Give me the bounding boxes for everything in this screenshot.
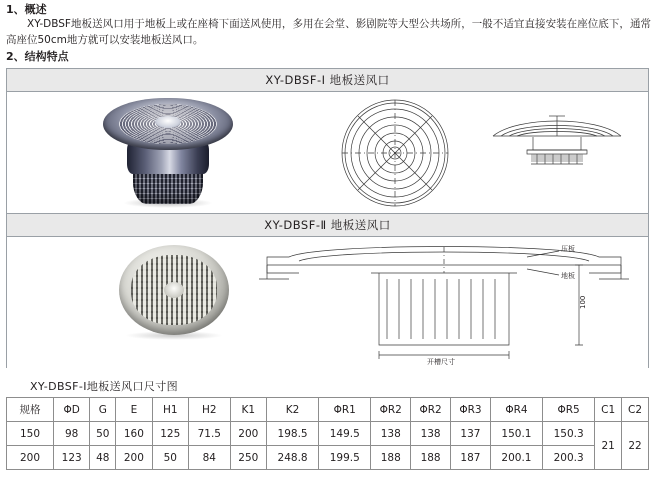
col-header-r4: ΦR4 <box>490 398 542 422</box>
cell-r1: 149.5 <box>319 422 371 446</box>
photo-center-cap <box>155 116 181 128</box>
figure-box-type-2 <box>6 213 649 368</box>
cell-phid: 98 <box>54 422 90 446</box>
overview-paragraph: XY-DBSF地板送风口用于地板上或在座椅下面送风使用，多用在会堂、影剧院等大型公共场所，一般不适宜直接安装在座位底下，通常高座位50cm地方就可以安装地板送风口。 <box>6 18 651 46</box>
col-header-r3: ΦR3 <box>451 398 491 422</box>
cell-r1: 199.5 <box>319 446 371 470</box>
product-photo-type-2 <box>119 245 229 341</box>
col-header-h1: H1 <box>152 398 188 422</box>
figure-caption: XY-DBSF-Ⅰ地板送风口尺寸图 <box>30 380 179 393</box>
cell-spec: 200 <box>7 446 54 470</box>
table-row <box>7 446 649 470</box>
dim-label-slot-size: 开槽尺寸 <box>427 358 455 365</box>
col-header-e: E <box>116 398 152 422</box>
product-photo-type-1 <box>103 98 233 206</box>
cell-c2-merged: 22 <box>622 422 649 470</box>
cell-r5: 150.3 <box>543 422 595 446</box>
col-header-c1: C1 <box>595 398 622 422</box>
cell-r4: 200.1 <box>490 446 542 470</box>
section-heading-structure: 2、结构特点 <box>6 50 69 63</box>
cell-r5: 200.3 <box>543 446 595 470</box>
cell-k2: 198.5 <box>266 422 318 446</box>
figure-box-1-body <box>7 92 648 213</box>
cell-c1-merged: 21 <box>595 422 622 470</box>
cell-k1: 200 <box>230 422 266 446</box>
figure-box-2-body <box>7 237 648 368</box>
figure-box-type-1 <box>6 68 649 213</box>
dim-label-height: 100 <box>579 295 587 309</box>
col-header-r5: ΦR5 <box>543 398 595 422</box>
cell-h2: 71.5 <box>188 422 230 446</box>
dimension-table <box>6 397 649 470</box>
photo-center-cap-2 <box>164 282 184 298</box>
figure-box-2-title: XY-DBSF-Ⅱ 地板送风口 <box>7 214 648 237</box>
col-header-spec: 规格 <box>7 398 54 422</box>
col-header-k1: K1 <box>230 398 266 422</box>
table-header-row <box>7 398 649 422</box>
cell-r4: 150.1 <box>490 422 542 446</box>
section-view-drawing-type-2 <box>259 239 629 365</box>
col-header-r1: ΦR1 <box>319 398 371 422</box>
photo-body-2 <box>119 245 229 335</box>
section-heading-overview: 1、概述 <box>6 3 47 16</box>
cell-e: 160 <box>116 422 152 446</box>
col-header-r2a: ΦR2 <box>371 398 411 422</box>
cell-g: 50 <box>90 422 116 446</box>
section-view-drawing-type-1 <box>487 106 627 211</box>
col-header-c2: C2 <box>622 398 649 422</box>
cell-phid: 123 <box>54 446 90 470</box>
cell-spec: 150 <box>7 422 54 446</box>
cell-k2: 248.8 <box>266 446 318 470</box>
col-header-k2: K2 <box>266 398 318 422</box>
col-header-g: G <box>90 398 116 422</box>
col-header-h2: H2 <box>188 398 230 422</box>
figure-box-1-title: XY-DBSF-Ⅰ 地板送风口 <box>7 69 648 92</box>
dim-label-floor: 地板 <box>561 272 575 280</box>
cell-r3: 137 <box>451 422 491 446</box>
col-header-r2b: ΦR2 <box>411 398 451 422</box>
cell-r2a: 188 <box>371 446 411 470</box>
cell-k1: 250 <box>230 446 266 470</box>
cell-h1: 125 <box>152 422 188 446</box>
table-row <box>7 422 649 446</box>
plan-view-drawing-type-1 <box>307 94 487 214</box>
col-header-phid: ΦD <box>54 398 90 422</box>
cell-h1: 50 <box>152 446 188 470</box>
cell-r3: 187 <box>451 446 491 470</box>
cell-r2b: 188 <box>411 446 451 470</box>
cell-e: 200 <box>116 446 152 470</box>
cell-r2a: 138 <box>371 422 411 446</box>
cell-g: 48 <box>90 446 116 470</box>
cell-h2: 84 <box>188 446 230 470</box>
dim-label-plate: 压板 <box>561 245 575 253</box>
cell-r2b: 138 <box>411 422 451 446</box>
